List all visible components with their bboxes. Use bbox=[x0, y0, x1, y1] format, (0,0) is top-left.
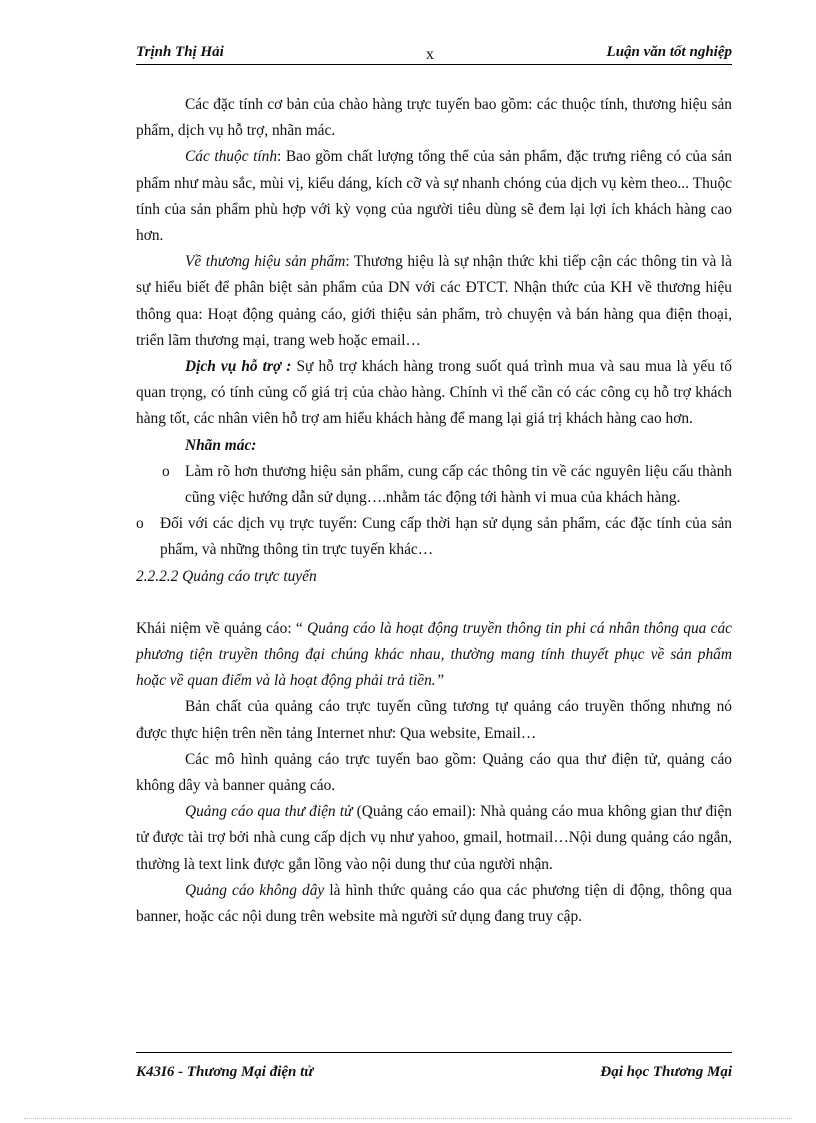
paragraph-intro: Các đặc tính cơ bản của chào hàng trực tuyến bao gồm: các thuộc tính, thương hiệu sản phẩm, dịch vụ hỗ trợ, nhãn mác. bbox=[136, 96, 732, 140]
text-support: Sự hỗ trợ khách hàng trong suốt quá trình mua và sau mua là yếu tố quan trọng, có tính củng cố giá trị của chào hàng. Chính vì thế cần có các công cụ hỗ trợ khách hàng tốt, các nhân viên hỗ trợ am hiểu khách hàng để mang lại giá trị khách hàng cao hơn. bbox=[136, 358, 732, 428]
paragraph-brand bbox=[136, 249, 732, 354]
paragraph-models: Các mô hình quảng cáo trực tuyến bao gồm: Quảng cáo qua thư điện tử, quảng cáo không dây và banner quảng cáo. bbox=[136, 750, 732, 795]
paragraph-support bbox=[136, 354, 732, 433]
paragraph-nature: Bản chất của quảng cáo trực tuyến cũng tương tự quảng cáo truyền thống nhưng nó được thực hiện trên nền tảng Internet như: Qua website, Email… bbox=[136, 698, 732, 742]
term-brand: Về thương hiệu sản phẩm bbox=[185, 253, 346, 271]
page-edge-divider bbox=[24, 1118, 792, 1119]
bullet-marker: o bbox=[136, 515, 144, 533]
term-email-ads: Quảng cáo qua thư điện tử bbox=[185, 803, 353, 821]
paragraph-attributes bbox=[136, 144, 732, 249]
paragraph-label bbox=[136, 433, 732, 459]
header-title: Luận văn tốt nghiệp bbox=[606, 44, 732, 60]
text-attributes: : Bao gồm chất lượng tổng thể của sản phẩm, đặc trưng riêng có của sản phẩm như màu sắc, mùi vị, kiểu dáng, kích cỡ và sự nhanh chóng của dịch vụ kèm theo... Thuộc tính của sản phẩm phù hợp với kỳ vọng của người tiêu dùng sẽ đem lại lợi ích khách hàng cao hơn. bbox=[136, 148, 732, 245]
term-attributes: Các thuộc tính bbox=[185, 148, 278, 166]
header-mark: x bbox=[426, 46, 434, 63]
list-item bbox=[136, 459, 732, 511]
section-heading: 2.2.2.2 Quảng cáo trực tuyến bbox=[136, 567, 317, 585]
paragraph-email-ads bbox=[136, 799, 732, 878]
bullet-text: Đối với các dịch vụ trực tuyến: Cung cấp thời hạn sử dụng sản phẩm, các đặc tính của sản phẩm, và những thông tin trực tuyến khác… bbox=[160, 515, 732, 559]
paragraph-wireless-ads bbox=[136, 878, 732, 930]
text-wireless-ads: là hình thức quảng cáo qua các phương tiện di động, thông qua banner, hoặc các nội dung trên website mà người sử dụng đang truy cập. bbox=[136, 881, 732, 926]
bullet-text: Làm rõ hơn thương hiệu sản phẩm, cung cấp các thông tin về các nguyên liệu cấu thành cũng việc hướng dẫn sử dụng….nhằm tác động tới hành vi mua của khách hàng. bbox=[185, 462, 732, 507]
bullet-marker: o bbox=[162, 462, 170, 480]
text-brand: : Thương hiệu là sự nhận thức khi tiếp cận các thông tin và là sự hiểu biết để phân biệt sản phẩm của DN với các ĐTCT. Nhận thức của KH về thương hiệu thông qua: Hoạt động quảng cáo, giới thiệu sản phẩm, trò chuyện và bán hàng qua điện thoại, triển lãm thương mại, trang web hoặc email… bbox=[136, 253, 732, 349]
page-footer bbox=[136, 1052, 732, 1083]
footer-university: Đại học Thương Mại bbox=[600, 1064, 732, 1080]
list-item bbox=[136, 511, 732, 563]
definition-quote: Quảng cáo là hoạt động truyền thông tin phi cá nhân thông qua các phương tiện truyền thông đại chúng khác nhau, thường mang tính thuyết phục về sản phẩm hoặc về quan điểm và là hoạt động phải trả tiền.” bbox=[136, 619, 732, 690]
term-wireless-ads: Quảng cáo không dây bbox=[185, 881, 325, 899]
document-body bbox=[136, 92, 732, 930]
definition-intro: Khái niệm về quảng cáo: “ bbox=[136, 619, 307, 637]
term-label: Nhãn mác: bbox=[185, 436, 257, 454]
footer-class: K43I6 - Thương Mại điện tử bbox=[136, 1064, 314, 1080]
text-email-ads: (Quảng cáo email): Nhà quảng cáo mua không gian thư điện tử được tài trợ bởi nhà cung cấp dịch vụ như yahoo, gmail, hotmail…Nội dung quảng cáo ngắn, thường là text link được gắn lồng vào nội dung thư của người nhận. bbox=[136, 803, 732, 873]
term-support: Dịch vụ hỗ trợ : bbox=[185, 358, 292, 376]
header-author: Trịnh Thị Hải bbox=[136, 44, 224, 60]
paragraph-definition bbox=[136, 616, 732, 695]
page-header bbox=[136, 40, 732, 65]
